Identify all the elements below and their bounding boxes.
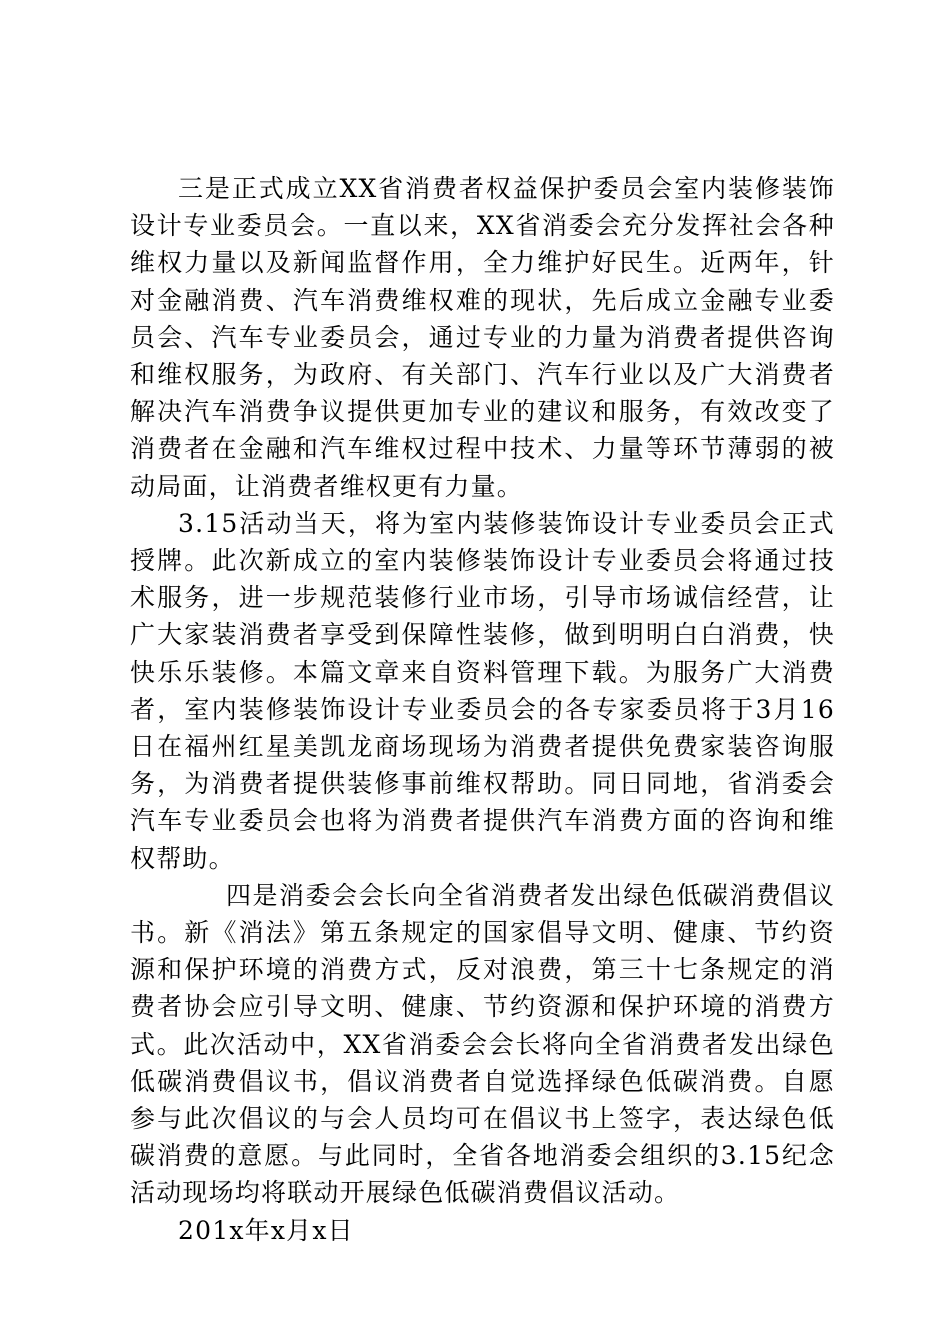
document-date: 201x年x月x日 xyxy=(178,1215,354,1245)
document-body xyxy=(130,170,835,1249)
paragraph-activity-day: 3.15活动当天，将为室内装修装饰设计专业委员会正式授牌。此次新成立的室内装修装饰设计专业委员会将通过技术服务，进一步规范装修行业市场，引导市场诚信经营，让广大家装消费者享受到保障性装修，做到明明白白消费，快快乐乐装修。本篇文章来自资料管理下载。为服务广大消费者，室内装修装饰设计专业委员会的各专家委员将于3月16日在福州红星美凯龙商场现场为消费者提供免费家装咨询服务，为消费者提供装修事前维权帮助。同日同地，省消委会汽车专业委员会也将为消费者提供汽车消费方面的咨询和维权帮助。 xyxy=(130,508,835,873)
paragraph-green-consumption: 四是消委会会长向全省消费者发出绿色低碳消费倡议书。新《消法》第五条规定的国家倡导文明、健康、节约资源和保护环境的消费方式，反对浪费，第三十七条规定的消费者协会应引导文明、健康、节约资源和保护环境的消费方式。此次活动中，XX省消委会会长将向全省消费者发出绿色低碳消费倡议书，倡议消费者自觉选择绿色低碳消费。自愿参与此次倡议的与会人员均可在倡议书上签字，表达绿色低碳消费的意愿。与此同时，全省各地消委会组织的3.15纪念活动现场均将联动开展绿色低碳消费倡议活动。 xyxy=(130,880,835,1208)
paragraph-committee-establishment: 三是正式成立XX省消费者权益保护委员会室内装修装饰设计专业委员会。一直以来，XX省消委会充分发挥社会各种维权力量以及新闻监督作用，全力维护好民生。近两年，针对金融消费、汽车消费维权难的现状，先后成立金融专业委员会、汽车专业委员会，通过专业的力量为消费者提供咨询和维权服务，为政府、有关部门、汽车行业以及广大消费者解决汽车消费争议提供更加专业的建议和服务，有效改变了消费者在金融和汽车维权过程中技术、力量等环节薄弱的被动局面，让消费者维权更有力量。 xyxy=(130,174,835,501)
